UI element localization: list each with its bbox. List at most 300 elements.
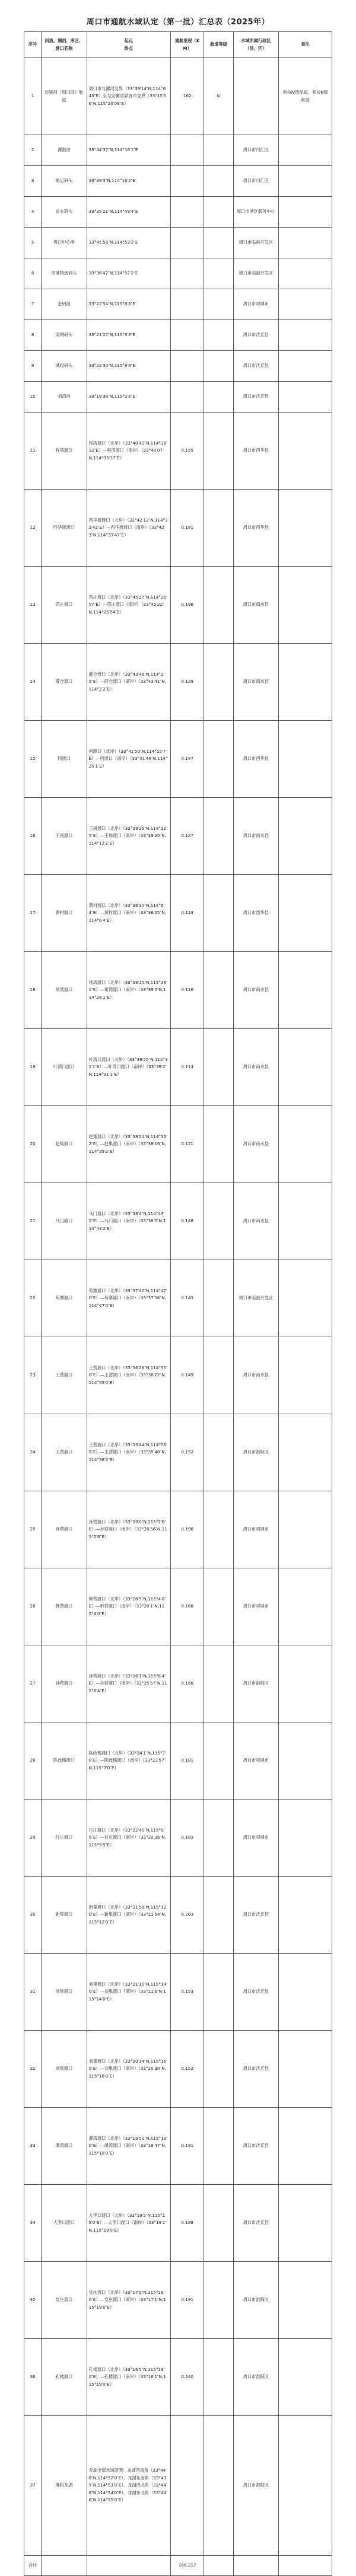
row-range: 33°21′27″N,115°9′8″E [87,320,171,351]
row-name: 程湾渡口 [42,413,87,490]
row-number: 16 [24,798,42,875]
row-note [279,258,332,289]
row-length: 0.121 [171,1106,204,1183]
row-name: 党庄渡口 [42,2262,87,2339]
row-length [171,197,204,228]
row-level [204,721,233,798]
table-row [24,567,332,644]
row-range: 何渡口（北岸）（33°41′50″N,114°25′7″E）—何渡口（南岸）（33°41′46″N,114°25′1″E） [87,721,171,798]
row-range: 苑寨渡口（北岸）（33°37′40″N,114°47′0″E）—苑寨渡口（南岸）（33°37′36″N,114°47′0″E） [87,1260,171,1337]
table-row [24,166,332,197]
total-empty-4 [233,2556,278,2576]
row-number: 36 [24,2339,42,2416]
row-unit: 周口市淮阳区 [233,1645,278,1722]
row-note [279,320,332,351]
row-range: 王营渡口（北岸）（33°36′26″N,114°55′0″E）—王营渡口（南岸）（33°36′22″N,114°55′0″E） [87,1337,171,1414]
row-length: 0.196 [171,567,204,644]
row-range: 新集渡口（北岸）（33°21′58″N,115°12′0″E）—新集渡口（南岸）（33°21′54″N,115°12′0″E） [87,1877,171,1954]
table-row [24,2031,332,2108]
row-unit: 周口市商水县 [233,798,278,875]
row-level [204,952,233,1029]
row-unit: 周口市商水县 [233,644,278,721]
row-level [204,1029,233,1106]
table-row [24,413,332,490]
row-number: 35 [24,2262,42,2339]
table-row [24,721,332,798]
row-note [279,1260,332,1337]
row-unit: 周口市沈丘县 [233,2108,278,2185]
row-length: 0.152 [171,2031,204,2108]
row-length [171,289,204,320]
row-length [171,135,204,166]
row-length: 0.143 [171,1260,204,1337]
row-unit: 周口市川汇区 [233,135,278,166]
row-name: 苗庄渡口 [42,567,87,644]
row-name: 益农码头 [42,197,87,228]
table-row [24,320,332,351]
table-row [24,1645,332,1722]
waterway-table [24,31,332,2576]
row-range: 马门渡口（北岸）（33°38′4″N,114°43′2″E）—马门渡口（南岸）（33°38′0″N,114°43′2″E） [87,1183,171,1260]
row-range: 薛仓渡口（北岸）（33°43′46″N,114°2′5″E）—薛仓渡口（南岸）（33°43′41″N,114°2′2″E） [87,644,171,721]
row-length: 0.181 [171,490,204,567]
total-length: 166.217 [171,2556,204,2576]
row-level [204,1337,233,1414]
row-unit: 周口市项城市 [233,1722,278,1800]
row-note [279,1491,332,1568]
row-note [279,197,332,228]
row-length: 0.148 [171,1183,204,1260]
row-name: 漯港港 [42,135,87,166]
row-length: 0.129 [171,644,204,721]
row-unit: 周口市商水县 [233,1029,278,1106]
row-level [204,2339,233,2416]
row-unit: 周口市沈丘县 [233,320,278,351]
row-unit: 周口市项城市 [233,1800,278,1877]
row-number: 3 [24,166,42,197]
header-length: 通航里程（KM） [171,32,204,58]
row-number: 30 [24,1877,42,1954]
table-row [24,875,332,952]
row-length: 0.166 [171,1568,204,1645]
row-number: 32 [24,2031,42,2108]
table-row [24,1337,332,1414]
row-length: 0.116 [171,952,204,1029]
table-row [24,382,332,413]
row-unit: 周口市项城市 [233,289,278,320]
table-row [24,1260,332,1337]
row-name: 黄村渡口 [42,875,87,952]
row-unit: 周口市西华县 [233,413,278,490]
row-note [279,2031,332,2108]
row-range: 33°22′54″N,115°8′8″E [87,289,171,320]
row-number: 22 [24,1260,42,1337]
row-number: 9 [24,351,42,382]
row-level [204,875,233,952]
row-level [204,1568,233,1645]
row-number: 17 [24,875,42,952]
row-range: 33°36′47″N,114°57′2″E [87,258,171,289]
row-number: 10 [24,382,42,413]
total-label: 合计 [24,2556,42,2576]
row-name: 刘集渡口 [42,2031,87,2108]
row-name: 淮阳龙湖 [42,2416,87,2556]
row-number: 4 [24,197,42,228]
row-unit: 周口市淮阳区 [233,1414,278,1491]
row-name: 金钥港 [42,289,87,320]
row-range: 苗庄渡口（北岸）（33°45′27″N,114°25′57″E）—苗庄渡口（南岸）（33°45′22″N,114°25′54″E） [87,567,171,644]
row-range: 33°44′37″N,114°16′1″E [87,135,171,166]
row-number: 24 [24,1414,42,1491]
row-level [204,2108,233,2185]
row-note [279,289,332,320]
header-range: 起点 终点 [87,32,171,58]
row-number: 6 [24,258,42,289]
row-unit: 周口市临港开发区 [233,228,278,258]
row-unit [233,58,278,135]
row-range: 漯湾渡口（北岸）（33°19′51″N,115°18′0″E）—漯湾渡口（南岸）（33°19′47″N,115°18′0″E） [87,2108,171,2185]
row-range: 王岗渡口（北岸）（33°39′26″N,114°12′5″E）—王岗渡口（南岸）（33°39′20″N,114°12′2″E） [87,798,171,875]
row-level [204,413,233,490]
row-number: 5 [24,228,42,258]
row-number: 37 [24,2416,42,2556]
row-length: 0.181 [171,1722,204,1800]
row-length [171,382,204,413]
row-unit: 周口市商水县 [233,1337,278,1414]
row-note: 须按Ⅳ级航道，须按Ⅲ级航道 [279,58,332,135]
table-row [24,2339,332,2416]
total-row [24,2556,332,2576]
row-unit: 周口市商水县 [233,952,278,1029]
table-row [24,2108,332,2185]
row-level [204,1183,233,1260]
row-note [279,1645,332,1722]
row-length: 0.147 [171,721,204,798]
row-note [279,135,332,166]
row-name: 何渡口 [42,721,87,798]
row-range: 33°45′58″N,114°53′2″E [87,228,171,258]
row-unit: 周口市项城市 [233,1568,278,1645]
row-length: 0.183 [171,1800,204,1877]
row-level [204,490,233,567]
row-number: 29 [24,1800,42,1877]
row-number: 8 [24,320,42,351]
row-number: 12 [24,490,42,567]
row-unit: 周口市川汇区 [233,166,278,197]
row-name: 王岗渡口 [42,798,87,875]
row-range: 黄村渡口（北岸）（33°36′30″N,114°6′4″E）—黄村渡口（南岸）（33°36′25″N,114°6′4″E） [87,875,171,952]
table-row [24,798,332,875]
row-note [279,1800,332,1877]
row-level [204,166,233,197]
row-unit: 周口市商水县 [233,567,278,644]
row-level [204,382,233,413]
row-note [279,1029,332,1106]
row-unit: 周口市商水县 [233,1183,278,1260]
row-name: 孙营渡口 [42,1491,87,1568]
row-note [279,490,332,567]
row-note [279,1568,332,1645]
row-name: 苑寨渡口 [42,1260,87,1337]
row-range: 常湾渡口（北岸）（33°39′25″N,114°28′1″E）—常湾渡口（南岸）（33°39′2″N,114°28′1″E） [87,952,171,1029]
row-name: 薛仓渡口 [42,644,87,721]
row-note [279,721,332,798]
row-number: 21 [24,1183,42,1260]
table-row [24,197,332,228]
row-number: 26 [24,1568,42,1645]
row-unit: 周口市沈丘县 [233,382,278,413]
row-unit: 周口市西华县 [233,721,278,798]
document-title: 周口市通航水域认定（第一批）汇总表（2025年） [86,18,270,27]
row-note [279,567,332,644]
row-length [171,228,204,258]
row-level [204,567,233,644]
row-number: 33 [24,2108,42,2185]
row-level [204,1800,233,1877]
row-note [279,644,332,721]
row-range: 王营渡口（北岸）（33°35′44″N,114°58′5″E）—王营渡口（南岸）（33°35′40″N,114°58′5″E） [87,1414,171,1491]
row-name: 王营渡口 [42,1337,87,1414]
row-range: 33°35′21″N,114°49′4″E [87,197,171,228]
row-length: 0.149 [171,1337,204,1414]
row-level: Ⅳ [204,58,233,135]
table-row [24,1800,332,1877]
row-level [204,2416,233,2556]
row-level [204,644,233,721]
row-unit: 周口市沈丘县 [233,2031,278,2108]
table-row [24,58,332,135]
row-note [279,2339,332,2416]
row-note [279,351,332,382]
row-number: 1 [24,58,42,135]
table-row [24,1414,332,1491]
row-level [204,228,233,258]
row-length [171,320,204,351]
row-range: 33°38′3″N,114°16′2″E [87,166,171,197]
row-note [279,1337,332,1414]
row-unit: 周口市西华县 [233,490,278,567]
table-row [24,1106,332,1183]
row-level [204,289,233,320]
row-note [279,875,332,952]
table-row [24,351,332,382]
row-level [204,1645,233,1722]
row-range: 周口市与漯河交界（33°39′14″N,114°6′43″E）至与安徽省界首市交界（33°15′56″N,115°20′09″E） [87,58,171,135]
row-unit: 周口市港区服务中心 [233,197,278,228]
row-name: 孙营渡口 [42,1645,87,1722]
row-length [171,258,204,289]
row-length: 0.114 [171,1029,204,1106]
row-length: 0.113 [171,875,204,952]
row-length [171,351,204,382]
row-level [204,258,233,289]
row-note [279,1414,332,1491]
row-unit: 周口市项城市 [233,1491,278,1568]
row-name: 西华渡渡口 [42,490,87,567]
row-range: 党庄渡口（北岸）（33°17′5″N,115°19′0″E）—党庄渡口（南岸）（33°17′1″N,115°19′0″E） [87,2262,171,2339]
row-range: 叶湾口渡口（北岸）（33°39′25″N,114°31′1″E）—叶湾口渡口（南岸）（33°39′2″N,114°31′1″E） [87,1029,171,1106]
total-empty-1 [42,2556,87,2576]
row-level [204,798,233,875]
row-level [204,1954,233,2031]
table-row [24,1722,332,1800]
total-empty-5 [279,2556,332,2576]
row-name: 王营渡口 [42,1414,87,1491]
row-level [204,1106,233,1183]
table-row [24,2185,332,2262]
row-length: 0.166 [171,1645,204,1722]
row-range: 程湾渡口（北岸）（33°40′40″N,114°38′12″E）—程湾渡口（南岸）（33°40′07″N,114°35′37″E） [87,413,171,490]
row-length: 0.127 [171,798,204,875]
row-note [279,798,332,875]
table-row [24,1491,332,1568]
row-length: 0.153 [171,1954,204,2031]
row-level [204,1414,233,1491]
row-name: 韩营渡口 [42,1568,87,1645]
row-number: 31 [24,1954,42,2031]
total-empty-2 [87,2556,171,2576]
row-name: 刘集渡口 [42,1954,87,2031]
table-row [24,135,332,166]
header-num: 序号 [24,32,42,58]
row-number: 14 [24,644,42,721]
row-length: 0.196 [171,1491,204,1568]
row-number: 20 [24,1106,42,1183]
table-row [24,644,332,721]
row-number: 11 [24,413,42,490]
row-note [279,952,332,1029]
row-length: 0.240 [171,2339,204,2416]
row-name: 付庄渡口 [42,1800,87,1877]
row-name: 航运码头 [42,166,87,197]
row-name: 新集渡口 [42,1877,87,1954]
row-range: 孙营渡口（北岸）（33°29′0″N,115°2′6″E）—孙营渡口（南岸）（33°28′56″N,115°2′6″E） [87,1491,171,1568]
row-name: 周口中心港 [42,228,87,258]
row-range: 33°19′38″N,115°2′6″E [87,382,171,413]
row-note [279,1877,332,1954]
row-name: 安钢码头 [42,320,87,351]
row-name: 沙颍河（周口段）航道 [42,58,87,135]
row-number: 18 [24,952,42,1029]
row-length: 0.203 [171,1877,204,1954]
row-length: 0.152 [171,1414,204,1491]
row-name: 城投码头 [42,351,87,382]
row-length: 0.191 [171,2262,204,2339]
row-unit: 周口市淮阳区 [233,2416,278,2556]
row-number: 13 [24,567,42,644]
row-level [204,1260,233,1337]
total-empty-3 [204,2556,233,2576]
row-unit: 周口市临港开发区 [233,258,278,289]
row-name: 大李口渡口 [42,2185,87,2262]
table-row [24,1568,332,1645]
table-row [24,289,332,320]
row-unit: 周口市淮阳区 [233,2262,278,2339]
row-range: 刘集渡口（北岸）（33°20′34″N,115°16′0″E）—刘集渡口（南岸）（33°20′30″N,115°16′0″E） [87,2031,171,2108]
row-number: 34 [24,2185,42,2262]
row-number: 19 [24,1029,42,1106]
row-unit: 周口市沈丘县 [233,1954,278,2031]
row-level [204,2262,233,2339]
row-unit: 周口市淮阳区 [233,2339,278,2416]
row-number: 28 [24,1722,42,1800]
row-name: 孔楼渡口 [42,2339,87,2416]
row-name: 周港物流码头 [42,258,87,289]
header-unit: 水域所属行政区（县、区） [233,32,278,58]
row-number: 27 [24,1645,42,1722]
row-unit: 周口市沈丘县 [233,351,278,382]
row-name: 刘湾港 [42,382,87,413]
row-note [279,2185,332,2262]
row-level [204,1877,233,1954]
row-length: 0.188 [171,2185,204,2262]
row-note [279,166,332,197]
row-unit: 周口市沈丘县 [233,2185,278,2262]
row-level [204,1722,233,1800]
row-length: 0.155 [171,413,204,490]
row-note [279,2416,332,2556]
header-note: 备注 [279,32,332,58]
header-name: 河流、湖泊、库区、渡口名称 [42,32,87,58]
table-header-row [24,32,332,58]
row-range: 孔楼渡口（北岸）（33°16′5″N,115°19′0″E）—孔楼渡口（南岸）（33°16′1″N,115°19′0″E） [87,2339,171,2416]
row-length [171,2416,204,2556]
row-note [279,413,332,490]
table-row [24,1877,332,1954]
row-note [279,1183,332,1260]
row-note [279,1106,332,1183]
row-number: 2 [24,135,42,166]
row-range: 刘集渡口（北岸）（33°21′10″N,115°14′0″E）—刘集渡口（南岸）（33°21′6″N,115°14′0″E） [87,1954,171,2031]
row-range: 西华渡渡口（北岸）（33°42′12″N,114°33′42″E）—西华渡渡口（南岸）（33°42′3″N,114°33′47″E） [87,490,171,567]
table-row [24,1183,332,1260]
row-number: 23 [24,1337,42,1414]
row-range: 韩营渡口（北岸）（33°28′5″N,115°4′0″E）—韩营渡口（南岸）（33°28′1″N,115°4′0″E） [87,1568,171,1645]
row-unit: 周口市临港开发区 [233,1260,278,1337]
table-row [24,2416,332,2556]
row-note [279,382,332,413]
table-row [24,1029,332,1106]
row-level [204,320,233,351]
row-range: 33°22′30″N,115°8′9″E [87,351,171,382]
row-note [279,2108,332,2185]
row-number: 7 [24,289,42,320]
row-level [204,351,233,382]
table-row [24,490,332,567]
row-length [171,166,204,197]
row-name: 叶湾口渡口 [42,1029,87,1106]
row-range: 赵集渡口（北岸）（33°38′24″N,114°35′2″E）—赵集渡口（南岸）（33°38′19″N,114°35′2″E） [87,1106,171,1183]
row-unit: 周口市西华县 [233,875,278,952]
table-row [24,952,332,1029]
row-name: 常湾渡口 [42,952,87,1029]
row-level [204,2031,233,2108]
row-name: 赵集渡口 [42,1106,87,1183]
row-range: 付庄渡口（北岸）（33°22′40″N,115°9′5″E）—付庄渡口（南岸）（33°22′36″N,115°9′5″E） [87,1800,171,1877]
row-level [204,2185,233,2262]
row-name: 陈歧槐渡口 [42,1722,87,1800]
row-level [204,1491,233,1568]
row-range: 大李口渡口（北岸）（33°19′5″N,115°19′0″E）—大李口渡口（南岸）（33°19′1″N,115°19′0″E） [87,2185,171,2262]
row-number: 15 [24,721,42,798]
row-length: 0.181 [171,2108,204,2185]
row-level [204,135,233,166]
row-length: 162 [171,58,204,135]
row-number: 25 [24,1491,42,1568]
row-name: 马门渡口 [42,1183,87,1260]
row-note [279,228,332,258]
row-range: 龙湖全部水域范围：龙湖西南角（33°44′8″N,114°52′0″E）、龙湖东南角（33°43′5″N,114°53′0″E）、龙湖西北角（33°44′8″N,114°54′0″E）、龙湖东北角（33°44′6″N,114°55′0″E） [87,2416,171,2556]
